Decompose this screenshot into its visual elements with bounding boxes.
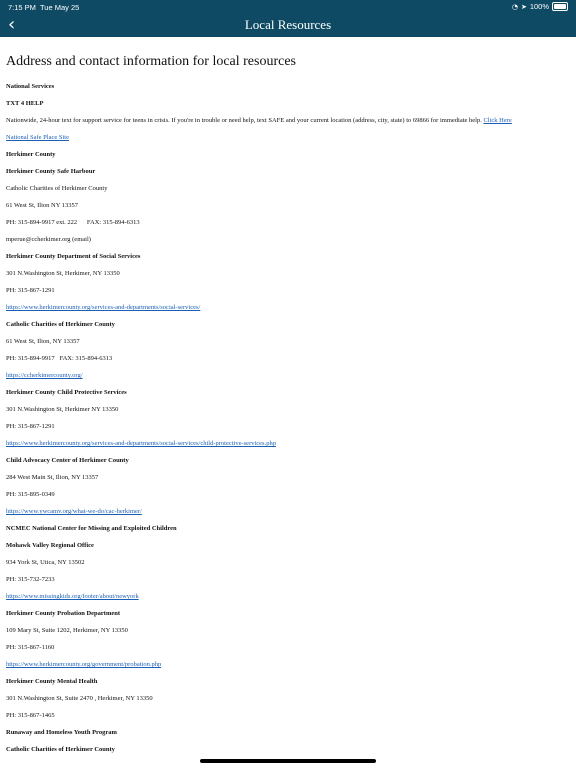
probation-phone: PH: 315-867-1160	[6, 644, 55, 651]
runaway-title: Runaway and Homeless Youth Program	[6, 729, 117, 736]
catholic-address: 61 West St, Ilion, NY 13357	[6, 338, 80, 345]
safe-harbour-title: Herkimer County Safe Harbour	[6, 168, 96, 175]
cps-phone: PH: 315-867-1291	[6, 423, 55, 430]
cac-title: Child Advocacy Center of Herkimer County	[6, 457, 129, 464]
catholic-title: Catholic Charities of Herkimer County	[6, 321, 115, 328]
cac-address: 284 West Main St, Ilion, NY 13357	[6, 474, 99, 481]
dss-title: Herkimer County Department of Social Services	[6, 253, 141, 260]
probation-title: Herkimer County Probation Department	[6, 610, 121, 617]
navigation-bar	[0, 14, 576, 37]
cps-address: 301 N.Washington St, Herkimer NY 13350	[6, 406, 119, 413]
chevron-left-icon: ‹	[8, 14, 16, 35]
dss-address: 301 N.Washington St, Herkimer, NY 13350	[6, 270, 120, 277]
cps-title: Herkimer County Child Protective Services	[6, 389, 127, 396]
txt4help-title: TXT 4 HELP	[6, 100, 44, 107]
ncmec-link[interactable]: https://www.missingkids.org/footer/about/newyork	[6, 593, 139, 600]
catholic-link[interactable]: https://ccherkimercounty.org/	[6, 372, 83, 379]
home-indicator[interactable]	[200, 759, 376, 763]
content-scroll[interactable]	[6, 37, 566, 759]
cps-link[interactable]: https://www.herkimercounty.org/services-and-departments/social-services/child-protective-services.php	[6, 440, 276, 447]
section-herkimer-county: Herkimer County	[6, 151, 56, 158]
cac-link[interactable]: https://www.ywcamv.org/what-we-do/cac-herkimer/	[6, 508, 142, 515]
probation-address: 109 Mary St, Suite 1202, Herkimer, NY 13350	[6, 627, 128, 634]
ncmec-address: 934 York St, Utica, NY 13502	[6, 559, 85, 566]
status-bar	[0, 0, 576, 14]
safe-harbour-address: 61 West St, Ilion NY 13357	[6, 202, 79, 209]
runaway-org: Catholic Charities of Herkimer County	[6, 746, 115, 753]
location-icon: ➤	[520, 2, 527, 11]
content-heading: Address and contact information for local resources	[6, 54, 297, 69]
wifi-icon: ◔	[511, 2, 518, 11]
ncmec-title: NCMEC National Center for Missing and Exploited Children	[6, 525, 177, 532]
section-national-services: National Services	[6, 83, 55, 90]
page-title: Local Resources	[244, 17, 332, 32]
dss-phone: PH: 315-867-1291	[6, 287, 55, 294]
battery-percent: 100%	[529, 2, 549, 11]
click-here-link[interactable]: Click Here	[483, 117, 512, 124]
mental-health-address: 301 N.Washington St, Suite 2470 , Herkimer, NY 13350	[6, 695, 153, 702]
safe-harbour-phone-fax: PH: 315-894-9917 ext. 222 FAX: 315-894-6313	[6, 219, 140, 226]
status-right	[512, 2, 568, 11]
status-time: 7:15 PM	[8, 3, 36, 12]
status-date: Tue May 25	[40, 3, 80, 12]
ncmec-phone: PH: 315-732-7233	[6, 576, 55, 583]
cac-phone: PH: 315-895-0349	[6, 491, 55, 498]
mental-health-title: Herkimer County Mental Health	[6, 678, 98, 685]
mental-health-phone: PH: 315-867-1465	[6, 712, 55, 719]
txt4help-description: Nationwide, 24-hour text for support service for teens in crisis. If you're in trouble or need help, text SAFE and your current location (address, city, state) to 69866 for immediate help. Click Here	[6, 117, 512, 124]
safe-harbour-email: mperue@ccherkimer.org (email)	[6, 236, 91, 243]
catholic-phone-fax: PH: 315-894-9917 FAX: 315-894-6313	[6, 355, 113, 362]
probation-link[interactable]: https://www.herkimercounty.org/government/probation.php	[6, 661, 162, 668]
safe-place-link[interactable]: National Safe Place Site	[6, 134, 69, 141]
dss-link[interactable]: https://www.herkimercounty.org/services-and-departments/social-services/	[6, 304, 201, 311]
safe-harbour-org: Catholic Charities of Herkimer County	[6, 185, 108, 192]
ncmec-office: Mohawk Valley Regional Office	[6, 542, 94, 549]
battery-icon	[552, 2, 568, 11]
